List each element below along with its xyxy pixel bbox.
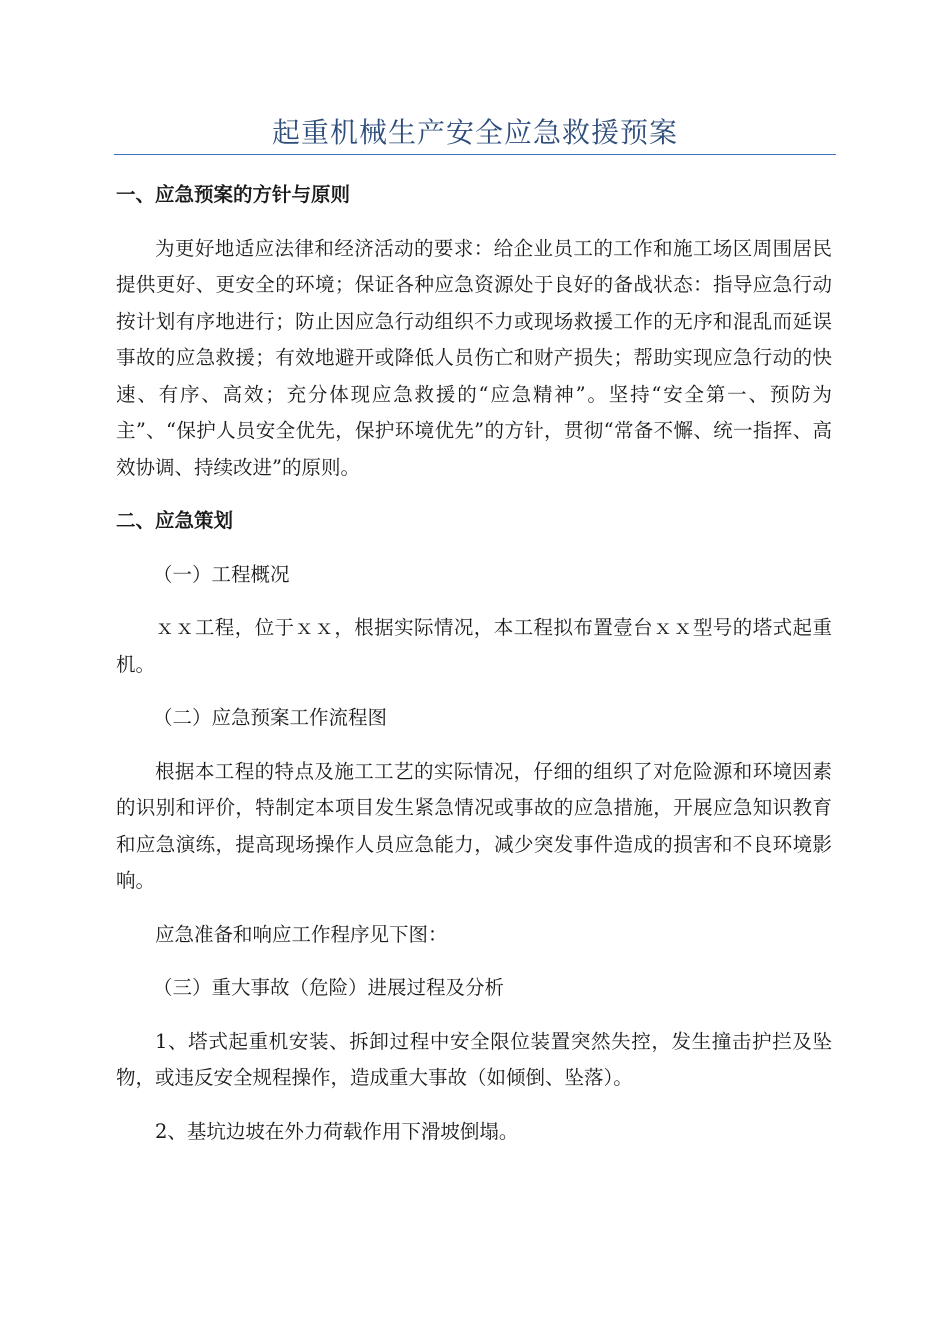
section1-heading: 一、应急预案的方针与原则 xyxy=(116,183,351,206)
subsection2-note: 应急准备和响应工作程序见下图： xyxy=(155,922,448,946)
document-body xyxy=(116,177,832,1167)
section2-heading: 二、应急策划 xyxy=(116,509,234,532)
subsection2-paragraph: 根据本工程的特点及施工工艺的实际情况，仔细的组织了对危险源和环境因素的识别和评价，特制定本项目发生紧急情况或事故的应急措施，开展应急知识教育和应急演练，提高现场操作人员应急能力，减少突发事件造成的损害和不良环境影响。 xyxy=(116,759,832,892)
list-item-2: 2、基坑边坡在外力荷载作用下滑坡倒塌。 xyxy=(155,1119,519,1143)
subsection1-paragraph: ｘｘ工程，位于ｘｘ，根据实际情况，本工程拟布置壹台ｘｘ型号的塔式起重机。 xyxy=(116,616,832,676)
subsection2-heading: （二）应急预案工作流程图 xyxy=(153,706,388,729)
subsection3-heading: （三）重大事故（危险）进展过程及分析 xyxy=(153,976,505,999)
subsection1-heading: （一）工程概况 xyxy=(153,562,290,586)
list-item-1: 1、塔式起重机安装、拆卸过程中安全限位装置突然失控，发生撞击护拦及坠物，或违反安全规程操作，造成重大事故（如倾倒、坠落）。 xyxy=(116,1029,832,1089)
title-underline xyxy=(114,154,836,155)
section1-paragraph: 为更好地适应法律和经济活动的要求：给企业员工的工作和施工场区周围居民提供更好、更安全的环境；保证各种应急资源处于良好的备战状态：指导应急行动按计划有序地进行；防止因应急行动组织不力或现场救援工作的无序和混乱而延误事故的应急救援；有效地避开或降低人员伤亡和财产损失；帮助实现应急行动的快速、有序、高效；充分体现应急救援的“应急精神”。坚持“安全第一、预防为主”、“保护人员安全优先，保护环境优先”的方针，贯彻“常备不懈、统一指挥、高效协调、持续改进”的原则。 xyxy=(116,236,832,479)
document-title: 起重机械生产安全应急救援预案 xyxy=(271,116,678,149)
